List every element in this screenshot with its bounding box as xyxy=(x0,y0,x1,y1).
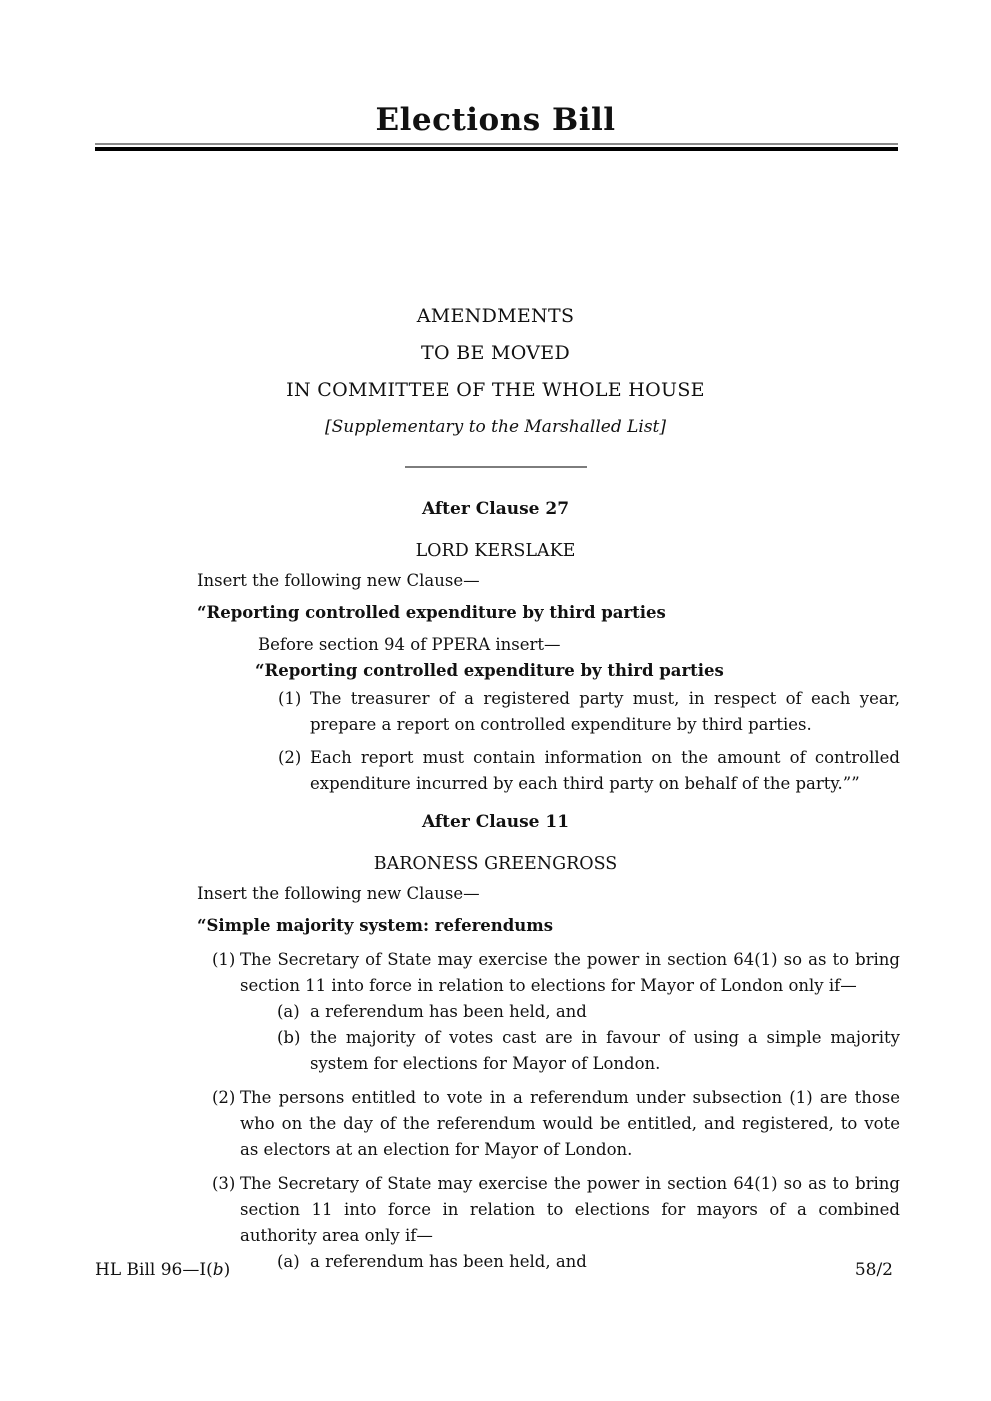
clause-subsection xyxy=(197,1171,900,1249)
subsection-number: (2) xyxy=(212,1088,236,1107)
amendment-body xyxy=(197,881,900,1275)
clause-lead-in: Before section 94 of PPERA insert— xyxy=(258,635,561,654)
subsection-text: The persons entitled to vote in a referendum under subsection (1) are those who on the day of the referendum would be entitled, and registered, to vote as electors at an election for Mayor of London. xyxy=(240,1088,900,1159)
front-matter-amendments: AMENDMENTS xyxy=(416,305,575,327)
section-divider-rule xyxy=(405,466,587,468)
front-matter-to-be-moved: TO BE MOVED xyxy=(421,342,570,364)
subsection-text: The Secretary of State may exercise the power in section 64(1) so as to bring section 11 into force in relation to elections for Mayor of London only if— xyxy=(240,950,900,995)
bill-reference xyxy=(95,1257,230,1283)
clause-subsection xyxy=(197,745,900,797)
subsection-text: The treasurer of a registered party must, in respect of each year, prepare a report on controlled expenditure by third parties. xyxy=(310,689,900,734)
subsection-text: Each report must contain information on the amount of controlled expenditure incurred by each third party on behalf of the party.”” xyxy=(310,748,900,793)
amendment-sheet-number: 58/2 xyxy=(854,1260,893,1280)
amendment-instruction: Insert the following new Clause— xyxy=(197,884,480,903)
subsection-number: (2) xyxy=(278,748,302,767)
title-double-rule xyxy=(95,143,898,151)
subsection-text: The Secretary of State may exercise the power in section 64(1) so as to bring section 11 into force in relation to elections for mayors of a combined authority area only if— xyxy=(240,1174,900,1245)
title-rule-gray xyxy=(95,143,898,145)
mover-name: LORD KERSLAKE xyxy=(415,541,576,561)
paragraph-text: a referendum has been held, and xyxy=(310,1252,587,1271)
title-rule-black xyxy=(95,147,898,151)
page-footer xyxy=(95,1257,893,1283)
paragraph-text: a referendum has been held, and xyxy=(310,1002,587,1021)
amendment-instruction: Insert the following new Clause— xyxy=(197,571,480,590)
subsection-number: (3) xyxy=(212,1174,236,1193)
clause-subsection xyxy=(197,686,900,738)
place-heading: After Clause 11 xyxy=(421,812,570,832)
clause-paragraph xyxy=(197,999,900,1025)
clause-subsection xyxy=(197,1085,900,1163)
front-matter-committee: IN COMMITTEE OF THE WHOLE HOUSE xyxy=(286,379,705,401)
new-clause-title: “Reporting controlled expenditure by third parties xyxy=(197,603,666,622)
place-heading: After Clause 27 xyxy=(421,499,570,519)
paragraph-letter: (a) xyxy=(277,1002,300,1021)
clause-paragraph xyxy=(197,1025,900,1077)
quoted-clause-title: “Reporting controlled expenditure by third parties xyxy=(255,661,724,680)
subsection-number: (1) xyxy=(212,950,236,969)
amendment-after-clause-11 xyxy=(0,809,991,1275)
paragraph-text: the majority of votes cast are in favour of using a simple majority system for elections for Mayor of London. xyxy=(310,1028,900,1073)
front-matter xyxy=(0,298,991,446)
paragraph-letter: (a) xyxy=(277,1252,300,1271)
subsection-number: (1) xyxy=(278,689,302,708)
amendment-after-clause-27 xyxy=(0,496,991,797)
bill-reference-italic: b xyxy=(212,1260,224,1280)
bill-reference-prefix: HL Bill 96—I( xyxy=(95,1260,213,1280)
front-matter-note: [Supplementary to the Marshalled List] xyxy=(324,417,667,437)
bill-reference-suffix: ) xyxy=(223,1260,231,1280)
paragraph-letter: (b) xyxy=(277,1028,301,1047)
mover-name: BARONESS GREENGROSS xyxy=(373,854,618,874)
amendment-body xyxy=(197,568,900,797)
bill-title: Elections Bill xyxy=(375,102,616,138)
clause-subsection xyxy=(197,947,900,999)
new-clause-title: “Simple majority system: referendums xyxy=(197,916,554,935)
